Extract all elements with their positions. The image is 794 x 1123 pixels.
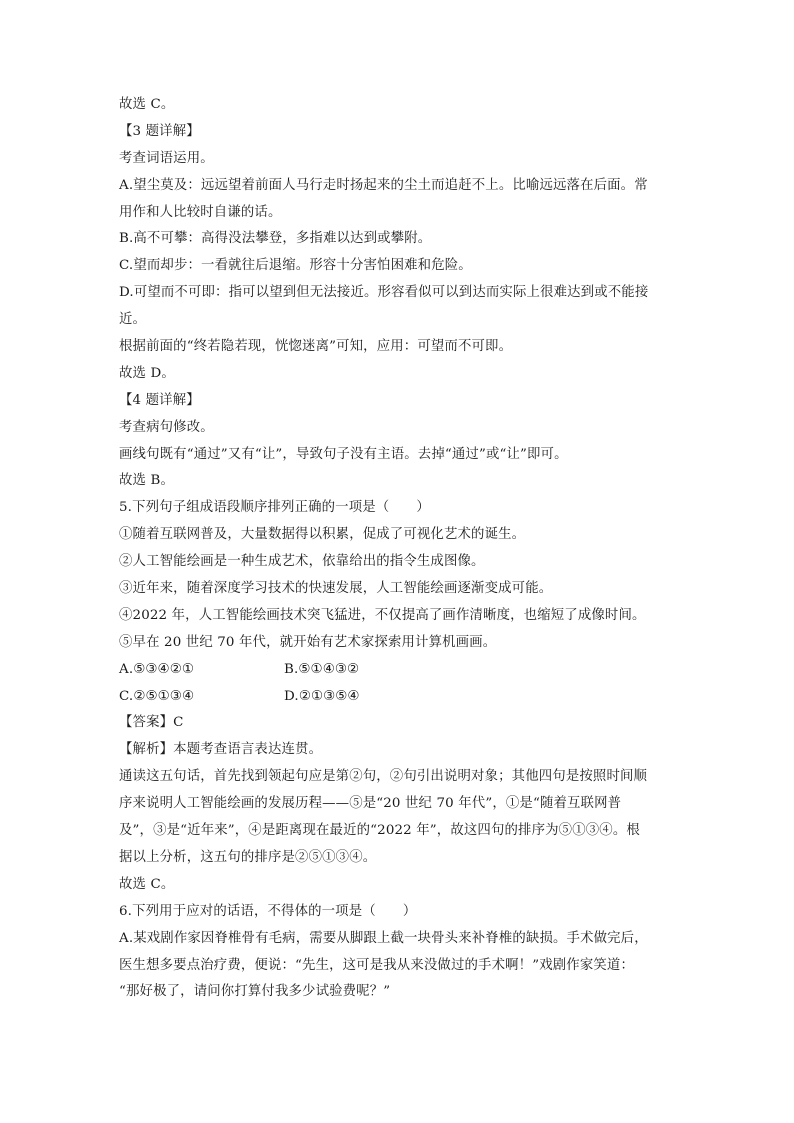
text-line: C.望而却步：一看就往后退缩。形容十分害怕困难和危险。 (119, 258, 472, 274)
text-line: 及”，③是“近年来”，④是距离现在最近的“2022 年”，故这四句的排序为⑤①③④。根 (119, 823, 640, 839)
question-stem: 6.下列用于应对的话语，不得体的一项是（ ） (119, 903, 417, 919)
answer-line: 【答案】C (119, 715, 184, 731)
sentence-item: ⑤早在 20 世纪 70 年代，就开始有艺术家探索用计算机画画。 (119, 634, 497, 650)
sentence-item: ③近年来，随着深度学习技术的快速发展，人工智能绘画逐渐变成可能。 (119, 581, 553, 597)
text-line: 故选 C。 (119, 876, 175, 892)
section-heading: 【3 题详解】 (119, 123, 200, 139)
option-a: A.⑤③④②① (119, 661, 194, 677)
option-d: D.②①③⑤④ (284, 688, 360, 704)
sentence-item: ②人工智能绘画是一种生成艺术，依靠给出的指令生成图像。 (119, 554, 485, 570)
text-line: 序来说明人工智能绘画的发展历程——⑤是“20 世纪 70 年代”，①是“随着互联网普 (119, 796, 622, 812)
text-line: D.可望而不可即：指可以望到但无法接近。形容看似可以到达而实际上很难达到或不能接 (119, 285, 649, 301)
text-line: 考查词语运用。 (119, 150, 214, 166)
option-c: C.②⑤①③④ (119, 688, 195, 704)
sentence-item: ①随着互联网普及，大量数据得以积累，促成了可视化艺术的诞生。 (119, 527, 526, 543)
text-line: 故选 B。 (119, 473, 175, 489)
text-line: 根据前面的“终若隐若现，恍惚迷离”可知，应用：可望而不可即。 (119, 339, 513, 355)
sentence-item: ④2022 年，人工智能绘画技术突飞猛进，不仅提高了画作清晰度，也缩短了成像时间。 (119, 607, 646, 623)
text-line: 用作和人比较时自谦的话。 (119, 204, 282, 220)
analysis-heading: 【解析】本题考查语言表达连贯。 (119, 742, 323, 758)
document-body (119, 92, 679, 1006)
answer-options-row (119, 684, 679, 711)
text-line: “那好极了，请问你打算付我多少试验费呢？” (119, 984, 391, 1000)
option-b: B.⑤①④③② (284, 661, 360, 677)
question-stem: 5.下列句子组成语段顺序排列正确的一项是（ ） (119, 500, 430, 516)
text-line: 考查病句修改。 (119, 419, 214, 435)
section-heading: 【4 题详解】 (119, 392, 200, 408)
text-line: 近。 (119, 312, 147, 328)
text-line: 故选 C。 (119, 97, 175, 112)
text-line: 故选 D。 (119, 365, 175, 381)
text-line: 画线句既有“通过”又有“让”，导致句子没有主语。去掉“通过”或“让”即可。 (119, 446, 568, 462)
text-line: A.望尘莫及：远远望着前面人马行走时扬起来的尘土而追赶不上。比喻远远落在后面。常 (119, 177, 648, 193)
text-line: 医生想多要点治疗费，便说：“先生，这可是我从来没做过的手术啊！”戏剧作家笑道： (119, 957, 634, 973)
text-line: 通读这五句话，首先找到领起句应是第②句，②句引出说明对象；其他四句是按照时间顺 (119, 769, 648, 785)
text-line: A.某戏剧作家因脊椎骨有毛病，需要从脚跟上截一块骨头来补脊椎的缺损。手术做完后， (119, 930, 648, 946)
text-line: 据以上分析，这五句的排序是②⑤①③④。 (119, 849, 377, 865)
text-line: B.高不可攀：高得没法攀登，多指难以达到或攀附。 (119, 231, 432, 247)
answer-options-row (119, 657, 679, 684)
